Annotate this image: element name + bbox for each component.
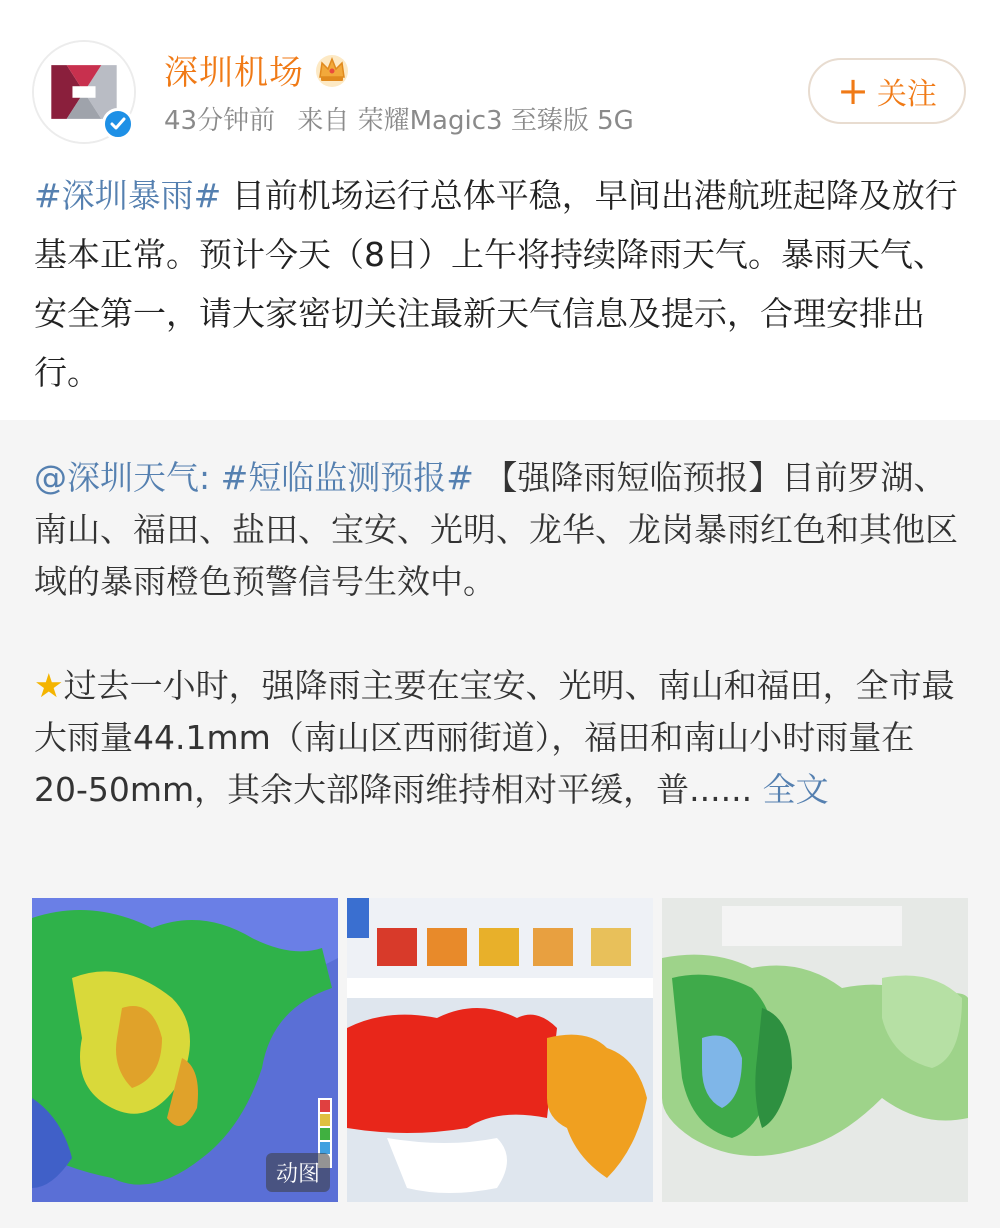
mention-link[interactable]: @深圳天气: <box>34 458 211 497</box>
repost-body <box>34 452 964 816</box>
radar-image[interactable] <box>32 898 338 1202</box>
post-source: 来自 荣耀Magic3 至臻版 5G <box>297 106 634 136</box>
rainfall-map-image[interactable] <box>662 898 968 1202</box>
account-name-row <box>164 44 352 94</box>
plus-icon: + <box>837 69 869 113</box>
star-icon: ★ <box>34 666 64 705</box>
reposted-card[interactable] <box>0 420 1000 1228</box>
follow-label: 关注 <box>876 77 937 112</box>
post-card <box>0 0 1000 420</box>
gif-badge: 动图 <box>266 1153 330 1192</box>
follow-button[interactable] <box>808 58 966 124</box>
repost-line1: 目前罗湖、南山、福田、盐田、宝安、光明、龙华、龙岗暴雨红色和其他区域的暴雨橙色预警信号生效中。 <box>34 458 958 601</box>
full-text-link[interactable]: 全文 <box>752 770 829 809</box>
post-time: 43分钟前 <box>164 106 276 136</box>
account-name[interactable]: 深圳机场 <box>164 52 304 93</box>
image-grid <box>32 898 968 1202</box>
post-meta <box>164 100 634 137</box>
repost-title: 【强降雨短临预报】 <box>473 458 782 497</box>
crown-icon <box>312 49 352 89</box>
repost-para2: 过去一小时，强降雨主要在宝安、光明、南山和福田，全市最大雨量44.1mm（南山区西丽街道），福田和南山小时雨量在20-50mm，其余大部降雨维持相对平缓，普...... <box>34 666 955 809</box>
warning-map-image[interactable] <box>347 898 653 1202</box>
hashtag-link[interactable]: #深圳暴雨# <box>34 176 222 215</box>
post-text: 目前机场运行总体平稳，早间出港航班起降及放行基本正常。预计今天（8日）上午将持续降雨天气。暴雨天气、安全第一，请大家密切关注最新天气信息及提示，合理安排出行。 <box>34 176 958 392</box>
hashtag-link[interactable]: #短临监测预报# <box>220 458 474 497</box>
verified-badge-icon <box>102 108 134 140</box>
post-body <box>34 166 968 402</box>
